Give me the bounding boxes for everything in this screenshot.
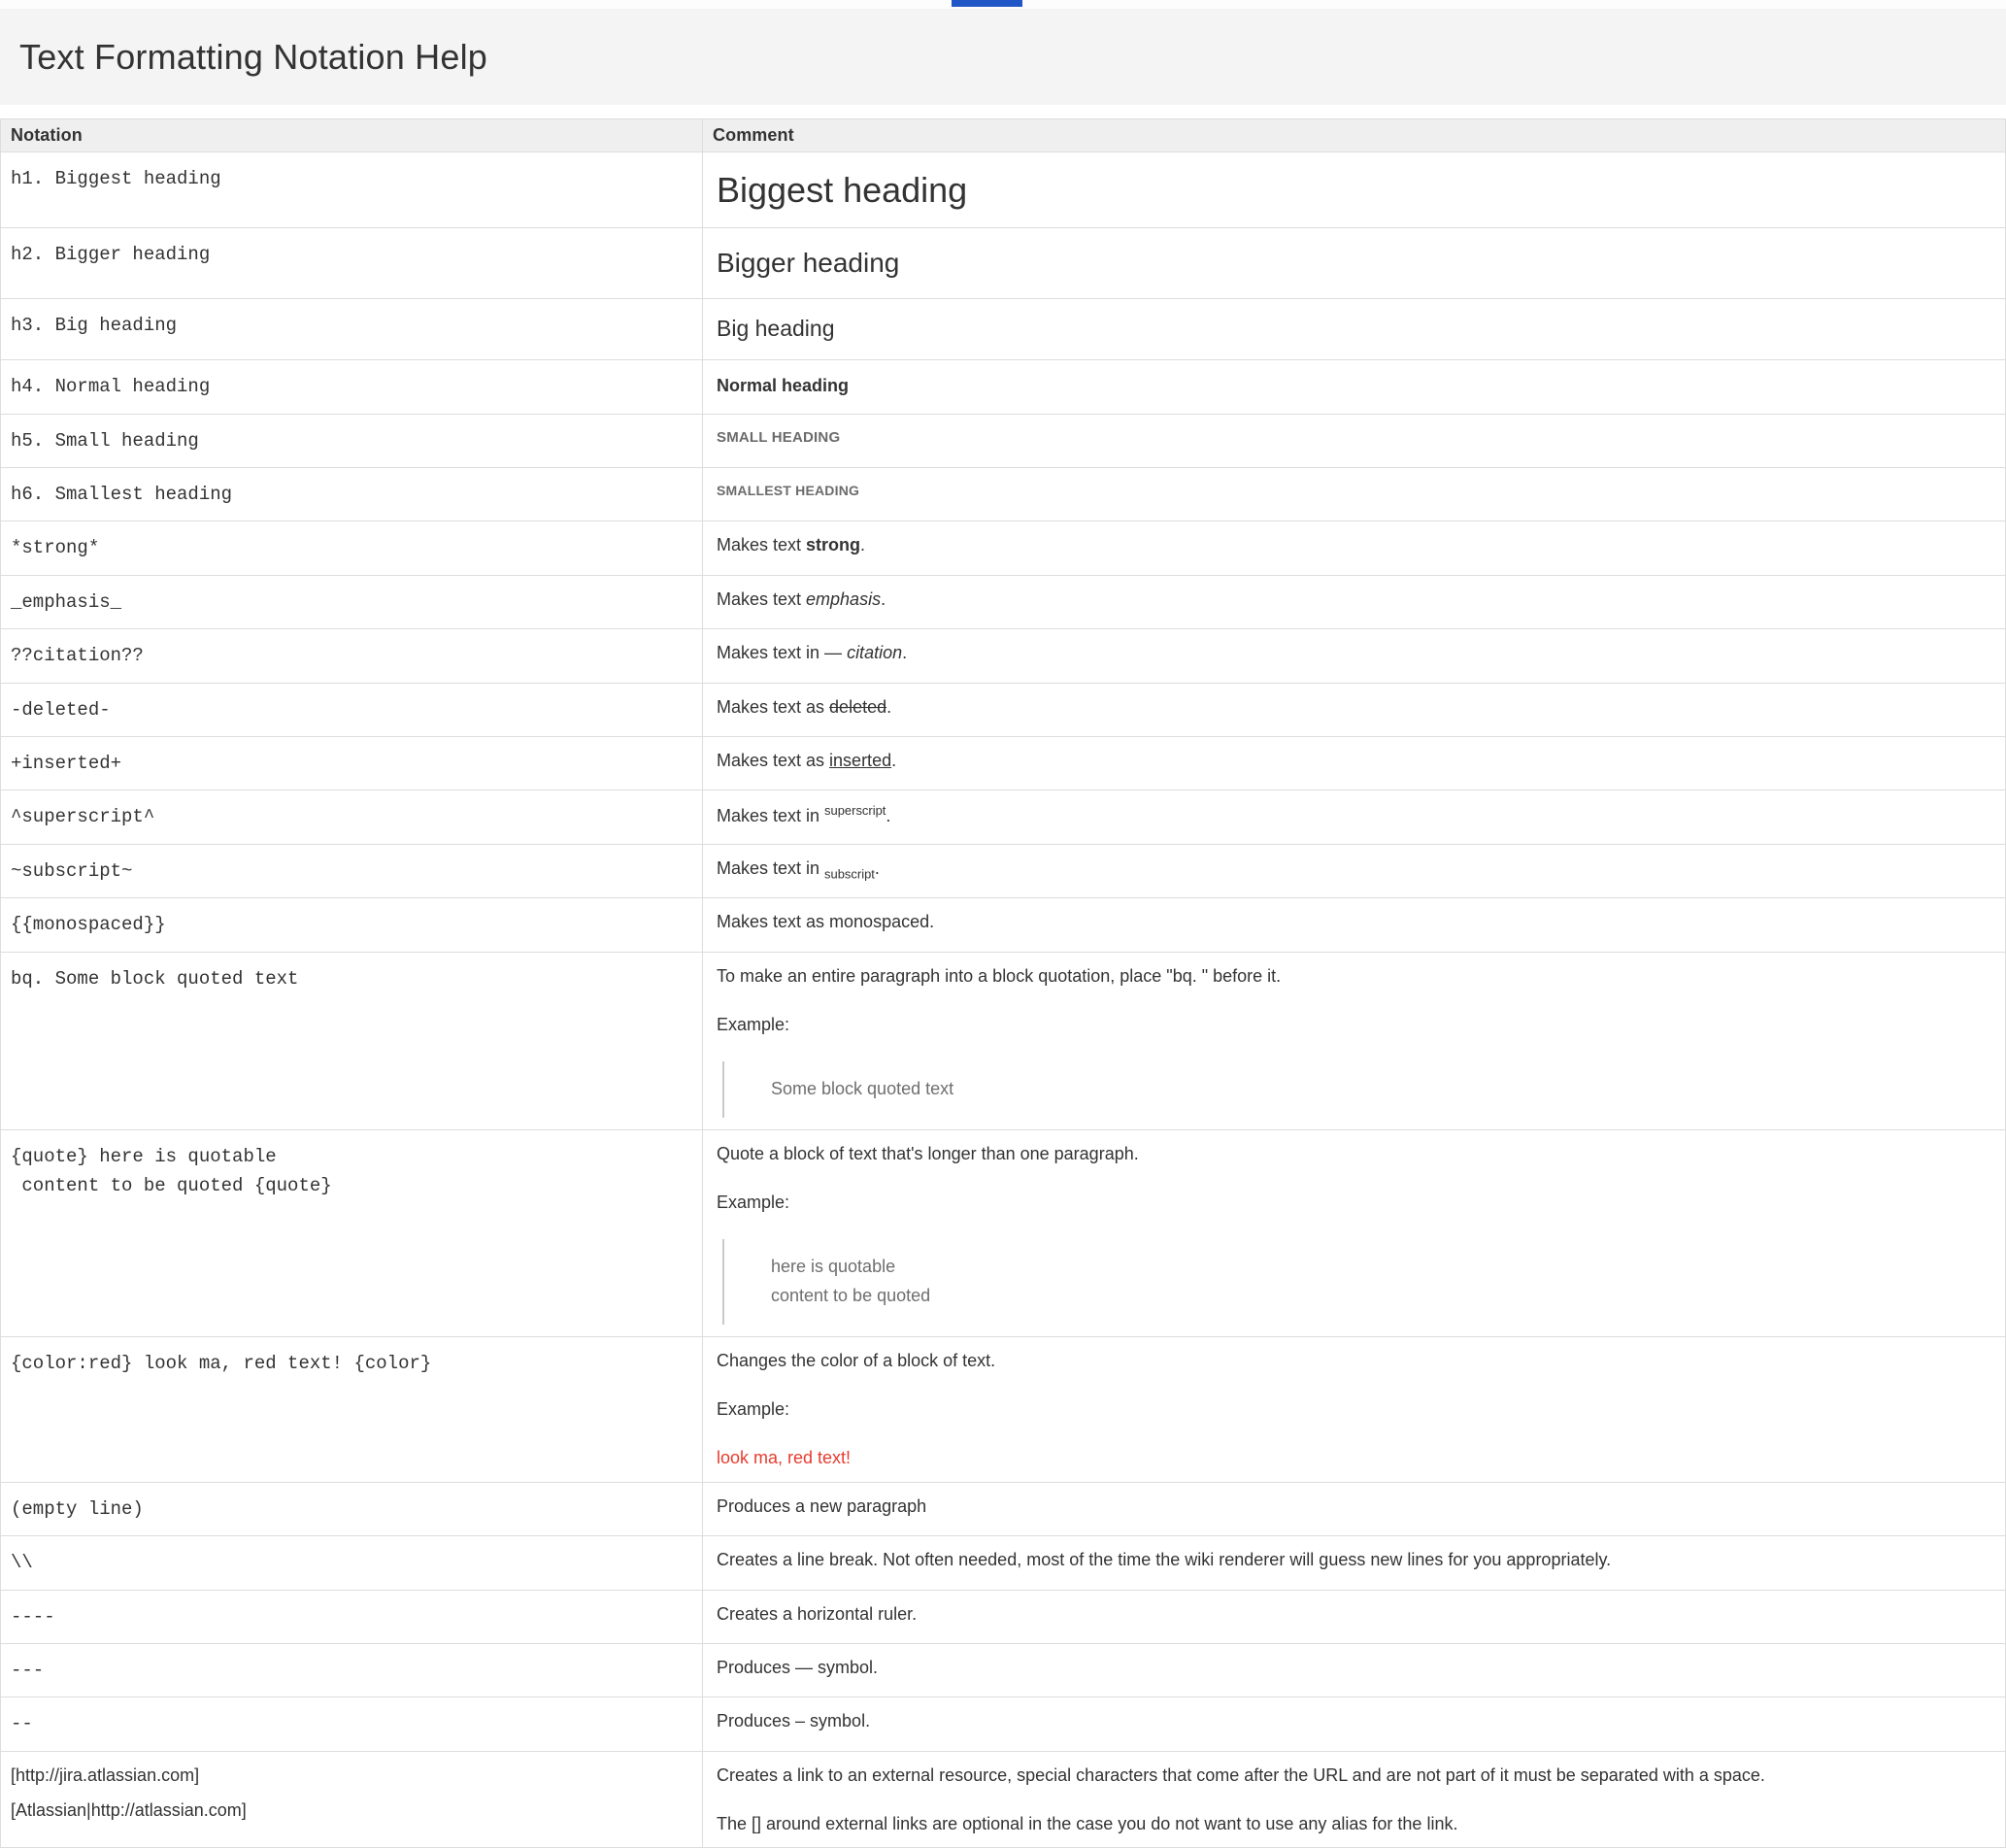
notation-cell [1, 299, 703, 360]
comment-text [717, 641, 1989, 664]
comment-paragraph: Example: [717, 1193, 790, 1213]
notation-line: content to be quoted {quote} [11, 1175, 332, 1197]
notation-cell [1, 737, 703, 790]
styled-text-italic: emphasis [806, 588, 882, 609]
comment-text [717, 910, 1989, 933]
comment-cell [703, 844, 2006, 897]
table-row [1, 1643, 2006, 1697]
notation-line: {quote} here is quotable [11, 1145, 277, 1167]
notation-cell [1, 414, 703, 467]
notation-line: h6. Smallest heading [11, 484, 233, 506]
comment-cell [703, 1697, 2006, 1751]
plain-text: Makes text as [717, 751, 830, 771]
comment-cell [703, 790, 2006, 844]
notation-cell [1, 468, 703, 521]
table-row [1, 1129, 2006, 1336]
notation-cell [1, 683, 703, 736]
comment-paragraph: Quote a block of text that's longer than one paragraph. [717, 1143, 1139, 1163]
plain-text: Makes text in [717, 643, 825, 663]
notation-cell [1, 360, 703, 414]
notation-cell [1, 1129, 703, 1336]
page-title: Text Formatting Notation Help [19, 36, 488, 77]
comment-paragraph: Example: [717, 1014, 790, 1034]
comment-text [717, 857, 1989, 883]
plain-text: . [874, 857, 880, 878]
comment-cell [703, 629, 2006, 683]
comment-heading: SMALL HEADING [717, 428, 841, 446]
comment-cell [703, 1129, 2006, 1336]
styled-text-sup: superscript [824, 803, 886, 819]
notation-line: ~subscript~ [11, 859, 133, 882]
notation-line: ---- [11, 1605, 55, 1628]
notation-cell [1, 1536, 703, 1590]
notation-line: h1. Biggest heading [11, 168, 221, 189]
blockquote-example [722, 1239, 1989, 1324]
table-row [1, 414, 2006, 467]
notation-line: h2. Bigger heading [11, 244, 211, 265]
comment-heading: Big heading [717, 316, 835, 342]
notation-line: bq. Some block quoted text [11, 967, 299, 990]
comment-text [717, 1548, 1989, 1571]
table-row [1, 152, 2006, 228]
comment-text [717, 1709, 1989, 1732]
comment-heading: Biggest heading [717, 170, 968, 210]
comment-cell [703, 898, 2006, 952]
comment-paragraph: To make an entire paragraph into a block quotation, place "bq. " before it. [717, 965, 1282, 986]
comment-cell [703, 299, 2006, 360]
notation-help-table [0, 118, 2006, 1848]
comment-paragraph: Example: [717, 1399, 790, 1420]
notation-line: -- [11, 1713, 33, 1735]
notation-cell [1, 1643, 703, 1697]
notation-line: *strong* [11, 537, 100, 559]
table-row [1, 629, 2006, 683]
plain-text: . [881, 588, 886, 609]
table-row [1, 898, 2006, 952]
table-head [1, 119, 2006, 152]
notation-line: -deleted- [11, 698, 111, 721]
notation-line: [http://jira.atlassian.com] [11, 1764, 200, 1785]
notation-cell [1, 790, 703, 844]
comment-text [717, 802, 1989, 827]
comment-cell [703, 1751, 2006, 1848]
plain-text: Makes text as monospaced. [717, 912, 935, 932]
table-row [1, 228, 2006, 299]
page-header [0, 9, 2006, 105]
comment-heading: Bigger heading [717, 248, 900, 278]
comment-cell [703, 575, 2006, 628]
notation-cell [1, 521, 703, 575]
comment-text [717, 1602, 1989, 1626]
plain-text: Produces a new paragraph [717, 1495, 927, 1516]
table-row [1, 1590, 2006, 1643]
plain-text: Produces — symbol. [717, 1657, 879, 1677]
table-header-row [1, 119, 2006, 152]
notation-line: {color:red} look ma, red text! {color} [11, 1352, 432, 1374]
table-row [1, 790, 2006, 844]
quote-line: here is quotable [771, 1257, 896, 1277]
plain-text: . [891, 751, 897, 771]
table-row [1, 468, 2006, 521]
table-row [1, 844, 2006, 897]
plain-text: Makes text as [717, 696, 830, 717]
column-header-comment: Comment [703, 119, 2006, 152]
notation-line: h5. Small heading [11, 429, 199, 452]
comment-cell [703, 1482, 2006, 1535]
comment-cell [703, 1590, 2006, 1643]
column-header-notation: Notation [1, 119, 703, 152]
table-row [1, 952, 2006, 1129]
plain-text: — [824, 643, 848, 663]
table-row [1, 575, 2006, 628]
notation-cell [1, 1697, 703, 1751]
notation-cell [1, 152, 703, 228]
plain-text: . [886, 806, 891, 826]
notation-line: _emphasis_ [11, 590, 122, 613]
notation-line: h4. Normal heading [11, 376, 211, 398]
comment-cell [703, 360, 2006, 414]
comment-cell [703, 414, 2006, 467]
notation-cell [1, 1751, 703, 1848]
plain-text: . [886, 696, 892, 717]
table-body [1, 152, 2006, 1848]
plain-text: Produces – symbol. [717, 1711, 871, 1731]
styled-text-italic: citation [847, 643, 903, 663]
plain-text: Makes text in [717, 806, 825, 826]
comment-cell [703, 952, 2006, 1129]
table-row [1, 1751, 2006, 1848]
table-row [1, 521, 2006, 575]
comment-text [717, 533, 1989, 556]
notation-cell [1, 629, 703, 683]
notation-line: h3. Big heading [11, 315, 178, 337]
plain-text: Creates a line break. Not often needed, most of the time the wiki renderer will guess new lines for you appropriately. [717, 1550, 1612, 1570]
comment-cell [703, 152, 2006, 228]
comment-text [717, 695, 1989, 719]
comment-text [717, 1656, 1989, 1679]
styled-text-bold: strong [806, 535, 861, 555]
comment-cell [703, 1336, 2006, 1482]
styled-text-underline: inserted [829, 751, 892, 771]
comment-cell [703, 468, 2006, 521]
blockquote-example [722, 1061, 1989, 1118]
notation-line: (empty line) [11, 1497, 144, 1520]
comment-paragraph: The [] around external links are optional in the case you do not want to use any alias for the link. [717, 1813, 1458, 1833]
comment-cell [703, 1643, 2006, 1697]
plain-text: Makes text in [717, 857, 825, 878]
plain-text: Makes text [717, 535, 807, 555]
top-strip [0, 0, 2006, 9]
table-row [1, 683, 2006, 736]
plain-text: Makes text [717, 588, 807, 609]
comment-text [717, 749, 1989, 772]
notation-cell [1, 575, 703, 628]
comment-cell [703, 683, 2006, 736]
plain-text: . [860, 535, 866, 555]
plain-text: . [902, 643, 908, 663]
table-row [1, 1336, 2006, 1482]
quote-line: Some block quoted text [771, 1079, 954, 1099]
quote-line: content to be quoted [771, 1286, 931, 1306]
notation-line: ??citation?? [11, 645, 144, 667]
notation-cell [1, 952, 703, 1129]
table-row [1, 737, 2006, 790]
notation-line: ^superscript^ [11, 806, 155, 828]
table-row [1, 1536, 2006, 1590]
notation-line: [Atlassian|http://atlassian.com] [11, 1799, 247, 1820]
comment-cell [703, 521, 2006, 575]
notation-cell [1, 1590, 703, 1643]
comment-cell [703, 228, 2006, 299]
plain-text: Creates a horizontal ruler. [717, 1603, 918, 1624]
styled-text-sub: subscript [824, 866, 875, 882]
table-row [1, 1697, 2006, 1751]
comment-heading: Normal heading [717, 376, 850, 396]
notation-line: +inserted+ [11, 753, 122, 775]
notation-cell [1, 1482, 703, 1535]
notation-line: {{monospaced}} [11, 914, 166, 936]
notation-cell [1, 228, 703, 299]
notation-cell [1, 844, 703, 897]
styled-text-strike: deleted [829, 696, 887, 717]
comment-text [717, 1495, 1989, 1518]
comment-cell [703, 1536, 2006, 1590]
top-accent-bar [952, 0, 1022, 7]
red-text-example: look ma, red text! [717, 1448, 852, 1468]
notation-cell [1, 898, 703, 952]
comment-paragraph: Changes the color of a block of text. [717, 1350, 996, 1370]
table-row [1, 1482, 2006, 1535]
notation-cell [1, 1336, 703, 1482]
comment-text [717, 588, 1989, 611]
comment-heading: SMALLEST HEADING [717, 483, 860, 499]
notation-line: --- [11, 1659, 45, 1681]
table-row [1, 299, 2006, 360]
header-table-gap [0, 105, 2006, 118]
notation-line: \\ [11, 1552, 33, 1574]
comment-paragraph: Creates a link to an external resource, special characters that come after the URL and are not part of it must be separated with a space. [717, 1764, 1765, 1785]
comment-cell [703, 737, 2006, 790]
table-row [1, 360, 2006, 414]
